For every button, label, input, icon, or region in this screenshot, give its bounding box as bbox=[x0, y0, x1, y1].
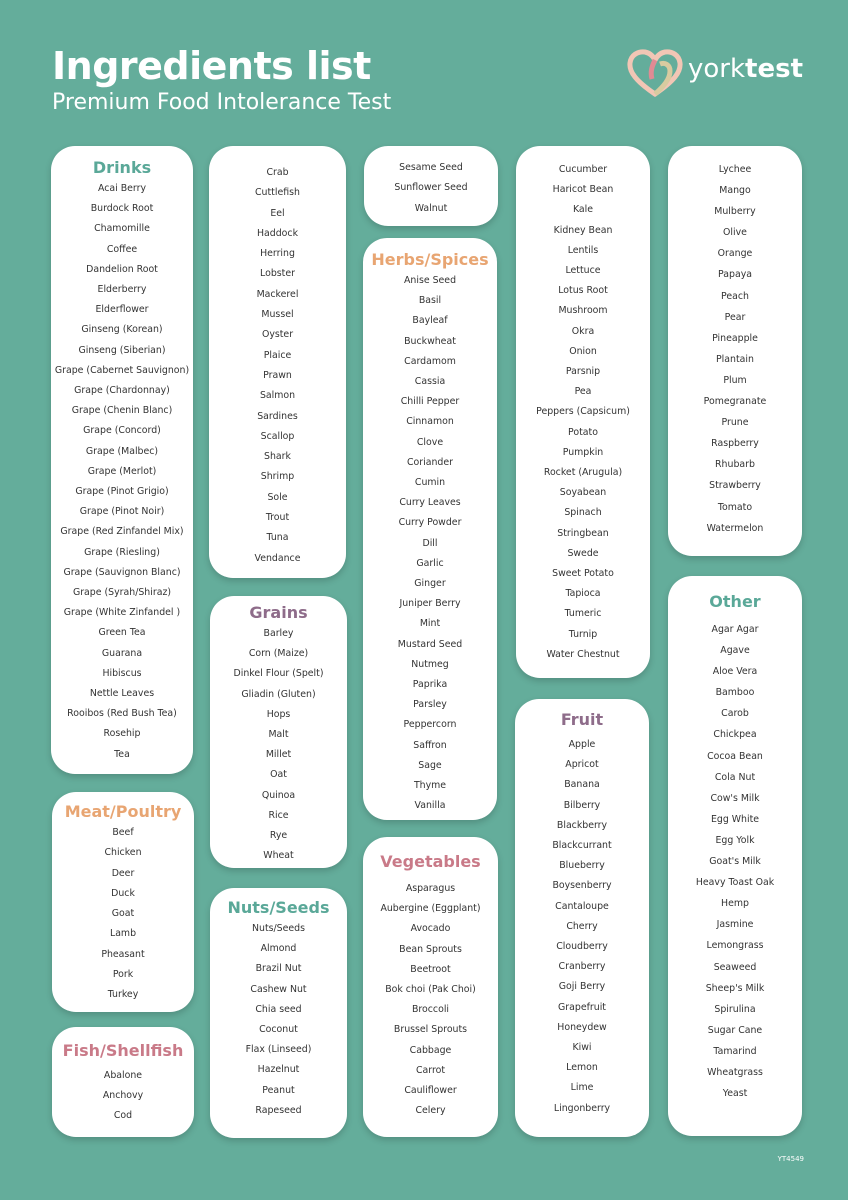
ingredient-item: Hazelnut bbox=[257, 1064, 300, 1076]
category-title-other: Other bbox=[709, 592, 761, 611]
ingredient-item: Chilli Pepper bbox=[400, 396, 460, 408]
ingredient-item: Tumeric bbox=[564, 608, 602, 620]
page-subtitle: Premium Food Intolerance Test bbox=[52, 90, 392, 115]
ingredient-item: Abalone bbox=[103, 1070, 143, 1081]
ingredient-item: Asparagus bbox=[405, 883, 456, 894]
ingredient-item: Vanilla bbox=[414, 800, 446, 812]
card-nuts-seeds bbox=[210, 888, 347, 1138]
ingredient-item: Parsley bbox=[413, 699, 447, 711]
ingredient-item: Blueberry bbox=[559, 860, 605, 872]
ingredient-item: Burdock Root bbox=[90, 203, 154, 215]
ingredient-item: Mint bbox=[419, 618, 441, 630]
ingredient-item: Brussel Sprouts bbox=[393, 1024, 468, 1036]
ingredient-item: Curry Powder bbox=[398, 517, 462, 529]
ingredient-item: Bok choi (Pak Choi) bbox=[385, 984, 476, 996]
ingredient-item: Trout bbox=[265, 512, 290, 524]
card-nuts-continued bbox=[364, 146, 498, 226]
ingredient-item: Grape (Pinot Grigio) bbox=[75, 486, 169, 498]
ingredient-item: Grape (Red Zinfandel Mix) bbox=[60, 526, 184, 538]
ingredient-item: Rooibos (Red Bush Tea) bbox=[67, 708, 177, 720]
ingredient-item: Lingonberry bbox=[553, 1102, 611, 1114]
ingredient-item: Rapeseed bbox=[255, 1104, 302, 1116]
ingredient-item: Jasmine bbox=[716, 919, 754, 931]
ingredient-item: Cinnamon bbox=[406, 416, 454, 428]
ingredient-item: Plaice bbox=[263, 349, 292, 361]
ingredient-item: Pineapple bbox=[712, 332, 758, 344]
ingredient-item: Onion bbox=[569, 345, 597, 357]
ingredient-item: Shark bbox=[264, 451, 291, 463]
ingredient-item: Turkey bbox=[107, 989, 139, 1001]
ingredient-item: Anchovy bbox=[102, 1090, 144, 1101]
ingredient-list bbox=[51, 179, 193, 765]
ingredient-item: Rocket (Arugula) bbox=[543, 467, 623, 479]
ingredient-list bbox=[364, 158, 498, 219]
ingredient-item: Cherry bbox=[566, 920, 598, 932]
ingredient-item: Beetroot bbox=[410, 963, 451, 975]
card-fish-continued bbox=[209, 146, 346, 578]
category-title-fish-shellfish: Fish/Shellfish bbox=[62, 1041, 184, 1060]
ingredient-item: Lime bbox=[570, 1082, 594, 1094]
ingredient-item: Pear bbox=[724, 311, 746, 323]
ingredient-item: Bilberry bbox=[563, 799, 601, 811]
card-vegetables-continued bbox=[516, 146, 650, 678]
ingredient-item: Dill bbox=[422, 537, 438, 549]
ingredient-item: Pea bbox=[574, 386, 592, 398]
ingredient-item: Prune bbox=[721, 417, 749, 429]
ingredient-item: Grape (Sauvignon Blanc) bbox=[63, 566, 181, 578]
ingredient-item: Lettuce bbox=[565, 265, 601, 277]
ingredient-item: Sesame Seed bbox=[399, 162, 463, 173]
ingredient-item: Egg White bbox=[710, 813, 760, 825]
ingredient-item: Dinkel Flour (Spelt) bbox=[233, 668, 324, 680]
ingredient-item: Apple bbox=[568, 739, 596, 750]
ingredient-item: Watermelon bbox=[706, 522, 764, 534]
ingredient-item: Cod bbox=[113, 1110, 133, 1121]
category-title-meat-poultry: Meat/Poultry bbox=[64, 802, 182, 821]
ingredient-item: Chickpea bbox=[713, 729, 757, 741]
ingredient-item: Blackcurrant bbox=[552, 840, 612, 852]
ingredient-item: Cardamom bbox=[404, 355, 456, 367]
ingredient-item: Pheasant bbox=[101, 948, 145, 960]
ingredient-item: Bean Sprouts bbox=[399, 943, 462, 955]
page-title: Ingredients list bbox=[52, 44, 371, 88]
ingredient-item: Orange bbox=[717, 248, 753, 260]
ingredient-item: Oyster bbox=[261, 329, 294, 341]
ingredient-item: Ginseng (Siberian) bbox=[78, 344, 166, 356]
ingredient-item: Aloe Vera bbox=[712, 666, 758, 678]
ingredient-item: Celery bbox=[415, 1105, 446, 1117]
ingredient-list bbox=[52, 1066, 194, 1126]
ingredient-item: Salmon bbox=[259, 390, 296, 402]
ingredient-item: Grape (Malbec) bbox=[85, 445, 159, 457]
ingredient-item: Tuna bbox=[266, 532, 289, 544]
ingredient-item: Bayleaf bbox=[412, 315, 448, 327]
ingredient-item: Guarana bbox=[101, 647, 143, 659]
ingredient-item: Coriander bbox=[406, 456, 453, 468]
ingredient-item: Paprika bbox=[412, 679, 448, 691]
ingredient-item: Deer bbox=[111, 867, 135, 879]
ingredient-item: Clove bbox=[416, 436, 444, 448]
ingredient-item: Apricot bbox=[565, 759, 599, 771]
ingredient-item: Ginseng (Korean) bbox=[81, 324, 163, 336]
ingredient-item: Grape (Chenin Blanc) bbox=[71, 405, 173, 417]
ingredient-item: Peanut bbox=[262, 1084, 295, 1096]
ingredient-item: Prawn bbox=[263, 369, 292, 381]
ingredient-item: Haricot Bean bbox=[552, 184, 614, 196]
document-code: YT4549 bbox=[777, 1155, 804, 1163]
ingredient-item: Tapioca bbox=[565, 588, 601, 600]
ingredient-item: Mustard Seed bbox=[397, 638, 463, 650]
ingredient-item: Blackberry bbox=[556, 819, 608, 831]
heart-logo-icon bbox=[626, 48, 684, 100]
ingredient-item: Raspberry bbox=[711, 438, 759, 450]
ingredient-item: Kiwi bbox=[572, 1042, 592, 1054]
ingredient-item: Egg Yolk bbox=[715, 834, 755, 846]
ingredient-item: Herring bbox=[260, 248, 295, 260]
ingredient-item: Goat's Milk bbox=[709, 856, 761, 868]
ingredient-item: Peach bbox=[721, 290, 749, 302]
ingredient-item: Goji Berry bbox=[558, 981, 606, 993]
brand-name bbox=[688, 54, 803, 84]
ingredient-item: Honeydew bbox=[557, 1021, 607, 1033]
ingredient-item: Acai Berry bbox=[97, 183, 147, 194]
ingredient-item: Cassia bbox=[414, 376, 446, 388]
ingredient-item: Cashew Nut bbox=[250, 983, 307, 995]
ingredient-item: Kidney Bean bbox=[553, 224, 613, 236]
ingredient-item: Buckwheat bbox=[404, 335, 456, 347]
ingredient-item: Dandelion Root bbox=[86, 263, 158, 275]
ingredient-item: Shrimp bbox=[260, 471, 295, 483]
ingredient-item: Quinoa bbox=[261, 789, 296, 801]
ingredient-list bbox=[210, 624, 347, 866]
ingredient-item: Water Chestnut bbox=[546, 648, 620, 660]
ingredient-item: Rye bbox=[269, 830, 288, 842]
ingredient-item: Cola Nut bbox=[714, 771, 756, 783]
card-herbs-spices bbox=[363, 238, 497, 820]
ingredient-item: Grape (Riesling) bbox=[84, 546, 160, 558]
card-grains bbox=[210, 596, 347, 868]
ingredient-list bbox=[210, 919, 347, 1121]
ingredient-item: Malt bbox=[268, 729, 289, 741]
ingredient-item: Aubergine (Eggplant) bbox=[380, 903, 481, 915]
ingredient-item: Brazil Nut bbox=[255, 963, 302, 975]
ingredient-item: Corn (Maize) bbox=[248, 648, 309, 660]
ingredient-list bbox=[668, 619, 802, 1104]
ingredient-item: Green Tea bbox=[98, 627, 146, 639]
ingredient-item: Hibiscus bbox=[102, 667, 142, 679]
ingredient-item: Sole bbox=[267, 491, 288, 503]
ingredient-item: Chamomille bbox=[94, 223, 150, 235]
ingredient-item: Parsnip bbox=[565, 366, 601, 378]
ingredient-item: Olive bbox=[723, 227, 747, 239]
category-title-fruit: Fruit bbox=[560, 710, 604, 729]
ingredient-item: Cabbage bbox=[409, 1044, 452, 1056]
ingredient-item: Rosehip bbox=[103, 728, 141, 740]
ingredient-item: Lemongrass bbox=[706, 940, 764, 952]
ingredient-item: Spinach bbox=[564, 507, 602, 519]
ingredient-item: Crab bbox=[266, 167, 289, 178]
ingredient-item: Hemp bbox=[721, 898, 749, 910]
ingredient-item: Mulberry bbox=[714, 206, 756, 218]
ingredient-item: Nutmeg bbox=[411, 658, 449, 670]
ingredient-item: Saffron bbox=[413, 739, 447, 751]
ingredient-list bbox=[363, 879, 498, 1121]
ingredient-item: Millet bbox=[265, 749, 292, 761]
ingredient-item: Walnut bbox=[414, 202, 448, 214]
ingredient-item: Chia seed bbox=[255, 1003, 302, 1015]
ingredient-item: Turnip bbox=[568, 628, 598, 640]
ingredient-item: Papaya bbox=[718, 269, 752, 281]
ingredient-item: Rhubarb bbox=[715, 459, 755, 471]
ingredient-item: Seaweed bbox=[713, 961, 757, 973]
ingredient-item: Banana bbox=[564, 779, 600, 791]
ingredient-item: Nettle Leaves bbox=[89, 688, 155, 700]
ingredient-item: Grape (Concord) bbox=[83, 425, 161, 437]
category-title-grains: Grains bbox=[249, 603, 308, 622]
ingredient-item: Carob bbox=[721, 708, 749, 720]
ingredient-item: Carrot bbox=[415, 1064, 446, 1076]
ingredient-item: Strawberry bbox=[709, 480, 761, 492]
ingredient-item: Cuttlefish bbox=[255, 187, 300, 199]
ingredient-list bbox=[52, 823, 194, 1006]
ingredient-list bbox=[515, 735, 649, 1119]
ingredient-item: Lemon bbox=[566, 1062, 598, 1074]
ingredient-item: Coconut bbox=[259, 1024, 298, 1036]
ingredient-item: Cranberry bbox=[558, 961, 606, 973]
card-drinks bbox=[51, 146, 193, 774]
ingredient-item: Coffee bbox=[106, 243, 138, 255]
ingredient-item: Cantaloupe bbox=[555, 900, 609, 912]
ingredient-item: Flax (Linseed) bbox=[245, 1044, 312, 1056]
ingredient-list bbox=[516, 160, 650, 665]
ingredient-item: Sardines bbox=[257, 410, 298, 422]
ingredient-item: Stringbean bbox=[557, 527, 609, 539]
ingredient-item: Heavy Toast Oak bbox=[695, 877, 775, 889]
ingredient-item: Lobster bbox=[260, 268, 295, 280]
ingredient-item: Pomegranate bbox=[703, 396, 767, 408]
ingredient-item: Cucumber bbox=[558, 164, 608, 175]
ingredient-item: Barley bbox=[263, 628, 294, 639]
ingredient-item: Cocoa Bean bbox=[707, 750, 763, 762]
ingredient-item: Grape (White Zinfandel ) bbox=[63, 607, 181, 619]
ingredient-item: Mussel bbox=[261, 309, 294, 321]
card-fruit-continued bbox=[668, 146, 802, 556]
ingredient-item: Broccoli bbox=[411, 1004, 450, 1016]
ingredient-item: Bamboo bbox=[715, 687, 755, 699]
ingredient-item: Mushroom bbox=[558, 305, 608, 317]
ingredient-item: Curry Leaves bbox=[399, 497, 461, 509]
ingredient-item: Almond bbox=[260, 943, 297, 955]
ingredient-item: Juniper Berry bbox=[399, 598, 461, 610]
ingredient-item: Grape (Chardonnay) bbox=[74, 385, 170, 397]
card-other bbox=[668, 576, 802, 1136]
brand-suffix: test bbox=[745, 54, 804, 84]
ingredient-item: Thyme bbox=[413, 780, 447, 792]
ingredient-item: Chicken bbox=[104, 847, 142, 859]
ingredient-item: Pork bbox=[112, 969, 134, 981]
ingredient-item: Hops bbox=[266, 708, 291, 720]
ingredient-item: Okra bbox=[571, 325, 595, 337]
ingredient-item: Grape (Syrah/Shiraz) bbox=[72, 587, 172, 599]
ingredient-list bbox=[668, 159, 802, 539]
ingredient-item: Agave bbox=[720, 645, 750, 657]
ingredient-item: Grape (Merlot) bbox=[87, 465, 157, 477]
ingredient-item: Sugar Cane bbox=[707, 1024, 763, 1036]
ingredient-item: Cloudberry bbox=[556, 941, 608, 953]
category-title-herbs-spices: Herbs/Spices bbox=[371, 250, 489, 269]
ingredient-item: Lentils bbox=[567, 244, 599, 256]
ingredient-item: Soyabean bbox=[559, 487, 607, 499]
ingredient-item: Grapefruit bbox=[558, 1001, 606, 1013]
ingredient-item: Kale bbox=[572, 204, 594, 216]
ingredient-item: Sage bbox=[418, 759, 442, 771]
ingredient-item: Sunflower Seed bbox=[394, 182, 468, 194]
ingredient-item: Grape (Cabernet Sauvignon) bbox=[54, 364, 190, 376]
card-fruit bbox=[515, 699, 649, 1137]
ingredient-item: Rice bbox=[268, 809, 289, 821]
card-meat-poultry bbox=[52, 792, 194, 1012]
ingredient-item: Goat bbox=[111, 908, 135, 920]
ingredient-item: Yeast bbox=[722, 1088, 748, 1100]
ingredient-item: Oat bbox=[270, 769, 287, 781]
ingredient-item: Haddock bbox=[256, 227, 298, 239]
ingredient-item: Mango bbox=[719, 185, 751, 197]
ingredient-item: Lychee bbox=[718, 164, 752, 175]
card-fish-shellfish bbox=[52, 1027, 194, 1137]
ingredient-item: Cow's Milk bbox=[710, 792, 760, 804]
ingredient-item: Tea bbox=[114, 748, 130, 760]
ingredient-item: Agar Agar bbox=[711, 624, 759, 635]
ingredient-item: Boysenberry bbox=[552, 880, 612, 892]
ingredient-item: Pumpkin bbox=[562, 446, 604, 458]
ingredient-item: Mackerel bbox=[256, 288, 299, 300]
ingredient-item: Lotus Root bbox=[558, 285, 608, 297]
ingredient-item: Grape (Pinot Noir) bbox=[79, 506, 165, 518]
ingredient-item: Garlic bbox=[416, 557, 444, 569]
ingredient-item: Scallop bbox=[260, 430, 295, 442]
ingredient-item: Sheep's Milk bbox=[705, 982, 765, 994]
category-title-nuts-seeds: Nuts/Seeds bbox=[227, 898, 330, 917]
ingredient-item: Gliadin (Gluten) bbox=[241, 688, 316, 700]
ingredient-item: Vendance bbox=[254, 552, 301, 564]
card-vegetables bbox=[363, 837, 498, 1137]
ingredient-item: Peppers (Capsicum) bbox=[536, 406, 630, 418]
ingredient-item: Tamarind bbox=[713, 1045, 757, 1057]
ingredient-item: Wheat bbox=[263, 850, 294, 862]
ingredient-item: Nuts/Seeds bbox=[252, 923, 305, 934]
ingredient-item: Spirulina bbox=[714, 1003, 756, 1015]
ingredient-item: Cumin bbox=[414, 477, 446, 489]
category-title-drinks: Drinks bbox=[92, 158, 152, 177]
ingredient-item: Peppercorn bbox=[403, 719, 457, 731]
ingredient-item: Plantain bbox=[716, 353, 754, 365]
ingredient-list bbox=[209, 163, 346, 569]
ingredient-item: Elderflower bbox=[95, 304, 149, 316]
ingredient-list bbox=[363, 271, 497, 816]
ingredient-item: Ginger bbox=[414, 578, 446, 590]
ingredient-item: Elderberry bbox=[97, 284, 147, 296]
ingredient-item: Tomato bbox=[717, 501, 753, 513]
ingredient-item: Cauliflower bbox=[404, 1085, 457, 1097]
ingredient-item: Avocado bbox=[410, 923, 451, 935]
ingredient-item: Beef bbox=[112, 827, 134, 838]
category-title-vegetables: Vegetables bbox=[380, 852, 481, 871]
ingredient-item: Basil bbox=[418, 295, 442, 307]
yorktest-logo bbox=[626, 48, 806, 98]
ingredient-item: Plum bbox=[723, 374, 747, 386]
ingredient-item: Swede bbox=[567, 547, 599, 559]
ingredient-item: Anise Seed bbox=[403, 275, 457, 286]
ingredient-item: Duck bbox=[111, 887, 135, 899]
ingredient-item: Eel bbox=[270, 207, 285, 219]
ingredient-item: Wheatgrass bbox=[707, 1066, 763, 1078]
ingredient-item: Potato bbox=[568, 426, 598, 438]
ingredient-item: Lamb bbox=[109, 928, 137, 940]
ingredient-item: Sweet Potato bbox=[552, 568, 614, 580]
brand-prefix: york bbox=[688, 54, 746, 84]
